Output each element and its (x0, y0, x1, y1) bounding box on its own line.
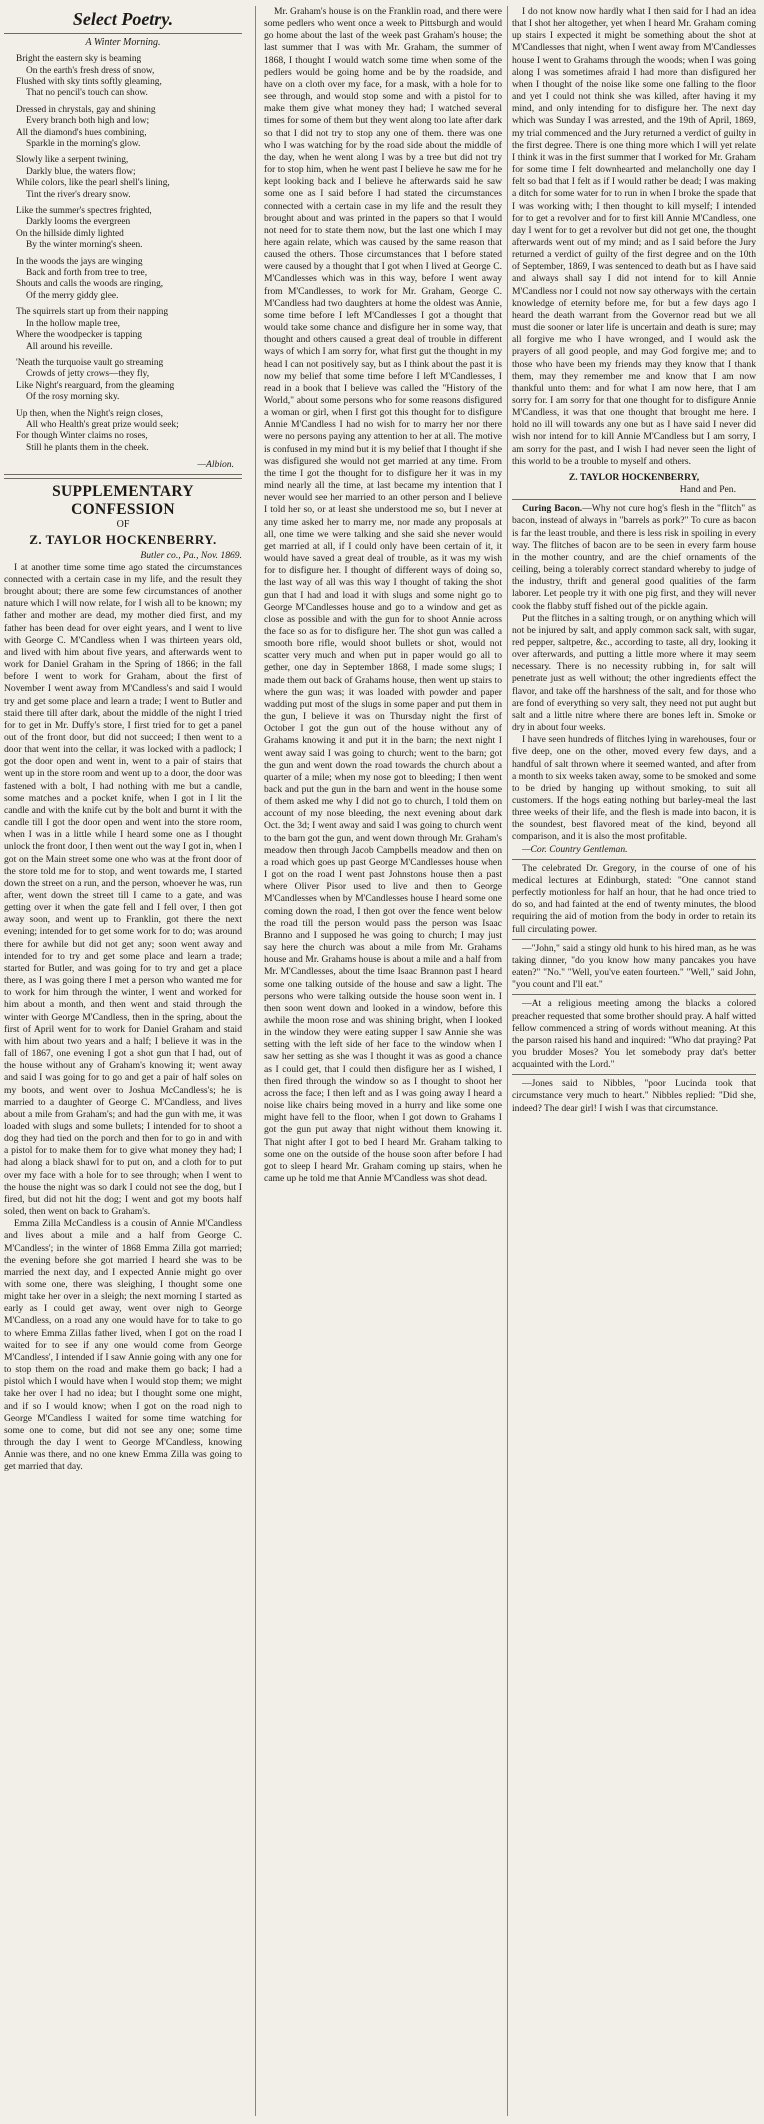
confession-title: SUPPLEMENTARY CONFESSION (52, 483, 194, 519)
bacon-paragraph: Put the flitches in a salting trough, or on anything which will not be injured by salt, and apply common sack salt, with sugar, red pepper, saltpetre, &c., according to taste, all dry, looking it over afterwards, and putting a little more where it may seem necessary. There is no necessity rubbing in, for salt will penetrate just as well without; the other ingredients effect the flavor, and take off the harshness of the salt, and for those who are fond of everything so very salt, they need not put aught but salt and a little nitre where there are bones left in. Smoke or dry in about four weeks. (512, 612, 756, 734)
poem-line: In the woods the jays are winging (16, 256, 143, 267)
divider (512, 939, 756, 940)
poem-title: A Winter Morning. (85, 37, 161, 48)
divider (4, 474, 242, 475)
poem-line: Crowds of jetty crows—they fly, (26, 369, 150, 380)
bacon-lead: Curing Bacon. (522, 503, 583, 515)
poem-stanza (16, 358, 242, 404)
column-rule (255, 6, 256, 2116)
divider (512, 499, 756, 500)
poem-line: By the winter morning's sheen. (26, 240, 143, 251)
poem-line: All around his reveille. (26, 341, 113, 352)
confession-paragraph: I at another time some time ago stated the circumstances connected with a certain case in my life, and the result they brought about; there are some few circumstances of another nature which I will now relate, for I wish all to be known; my father and mother are dead, my mother died first, and my father has been dead for over eight years, and I went to live with George C. M'Candless when I was thirteen years old, and lived with him about five years, and afterwards went to work for Daniel Graham in the Spring of 1866; in the fall before I went to work for Graham, about the first of November I went away from M'Candless's and said I would try and get some place and learn a trade; I went to Butler and staid there till after dark, about the middle of the night I tried for to get in Mr. Duffy's store, I first tried for to get a panel out of the front door, but did not succeed; I then went to a door that went into the cellar, it was locked with a padlock; I got the door open and went in, went to a pair of stairs that went up in the store room and went up to a door, the door was fastened with a bolt, I had nothing with me but a candle, some matches and a pocket knife, when I got in I lit the candle and with the knife cut by the bolt and burnt it with the candle till I got the door open and went into the store room, when I was in a little while I heard some one as I thought unlock the front door, I then went out the way I got in, when I got on the Main street some one who was at the front door of the store told me for to stop, and went towards me, I started down the street on a run, and the person, whoever he was, run after, went down the street till I came to a gate, and was getting over it when the gate fell and I fell over, I then got away soon, and went up to Franklin, got there the next evening; intended for to get some work for to do; was around there for awhile but did not get any; soon went away and intended for to try and get some place and learn a trade; started for Butler, and was going for to try and get a place there, as I was going there I met a person who wanted me for to work for him through the winter, I went and worked for him about a month, and then went and staid through the winter with George M'Candless, then in the spring, about the first of April went for to work for Daniel Graham and staid with him about two years and a half; I believe it was in the fall of 1867, one evening I got a shot gun that I had, out of the house without any of Graham's knowing it; went away and said I was going for to go and get a pair of half soles on my boots, and went over to Joshua McCandless's; he is married to a daughter of George C. M'Candless, and lives about a mile from Graham's; and had the gun with me, it was loaded with slugs and some bullets; I intended for to shoot a dog they had tied on the porch and then for to go in and with a pistol for to make them for to give what money they had; I had along a black shawl for to put on, and a cloth for to put over my face with a hole for to see through; when I went to the house the night was so dark I could not see the dog, but I fired, but did not hit the dog; I went and got my boots half soled, then went on back to Graham's. (4, 561, 242, 1218)
poem-line: Of the merry giddy glee. (26, 290, 119, 301)
confession-name: Z. TAYLOR HOCKENBERRY. (29, 532, 217, 548)
column-three (512, 6, 756, 2118)
poem-line: Bright the eastern sky is beaming (16, 54, 142, 65)
poem-line: Of the rosy morning sky. (26, 392, 120, 403)
confession-paragraph: I do not know now hardly what I then said for I had an idea that I shot her altogether, yet when I heard Mr. Graham coming up stairs I expected it might be something about the shot at M'Candlesses that night, when I went away from M'Candlesses house I went to Grahams through the woods; when I was going along I was sometimes afraid I had more than disfigured her when I thought of the noise like some one falling to the floor and yet I could not think she was killed, after having it my mind, and only intending for to disfigure her. The next day which was Sunday I was arrested, and the 19th of April, 1869, my trial commenced and the Jury returned a verdict of guilty in the first degree. There is one thing more which I will yet relate I think it was in the first summer that I worked for Mr. Graham for some time I felt downhearted and melancholly one day I felt so bad that I felt as if I would rather be dead; I was making a ditch for some water for to run in when I broke the spade that I was working with; I then thought to kill myself; I intended for to get a revolver and for to first kill Annie M'Candless, one day I went for to get a revolver but did not get one, the thought afterwards went out of my mind; and as I said before the Jury returned a verdict of guilty of the first degree and on the 10th of September, 1869, I was sentenced to death but as I have said and always shall say I did not intend for to kill Annie M'Candless nor I could not now say otherways with the certain knowledge of eternity before me, for but a few days ago I heard the death warrant from the Governor read but we all must die sooner or later life is uncertain and death is sure; may all forgive me who I have wronged, and I would ask the prayers of all good people, and may God forgive me; and to those who have been my friends may they know that I thank them, may they remember me and know that I am now thankful unto them: and for what I am now here, that I am sorry for. I am sorry for that one thought for to disfigure Annie M'Candless, it was that one thought that brought me here. I hold no ill will towards any one but as I have said I never did wish nor intend for to kill Annie M'Candless but I am sorry, I am sorry for the past, and I wish I had never seen the light of this world to be a trouble to myself and others. (512, 6, 756, 467)
poem-line: 'Neath the turquoise vault go streaming (16, 357, 164, 368)
column-one (4, 6, 242, 2118)
poem-line: In the hollow maple tree, (26, 318, 120, 329)
signature: Z. TAYLOR HOCKENBERRY, (568, 471, 700, 483)
confession-of: OF (116, 519, 130, 531)
bacon-article (512, 503, 756, 612)
divider (512, 859, 756, 860)
divider (512, 1074, 756, 1075)
poem-line: Tint the river's dreary snow. (26, 189, 131, 200)
column-two (264, 6, 502, 2118)
poem-line: Sparkle in the morning's glow. (26, 139, 141, 149)
confession-paragraph: Mr. Graham's house is on the Franklin road, and there were some pedlers who went once a week to Pittsburgh and would go home about the last of the week past Graham's house; the last summer that I was with Mr. Graham, the summer of 1868, I thought I would watch some time when some of the pedlers would be going home and be by the roadside, and have on a cloth over my face, for a mask, with a hole for to see through, and would stop some and with a pistol for to make them give what money they had; I watched several times for some of them but they went along too late after dark so that I did not try to stop any one of them. there was one who I was watching for by the road side about the middle of the day, when he went along I was by a tree but did not try for to stop him, when he went past I believe he saw me for he kept looking back and I believe he afterwards said he saw some one as I said before I had stated the circumstances connected with a certain case in my life and the result they brought about and was printed in the papers so that I would not need for to state them now, but the last one which I may here again relate, which was caused by the same reason that caused the others. Those circumstances that I before stated were caused by a thought that I got when I lived at George C. M'Candlesses which was in this way, before I went away from M'Candlesses, to work for Mr. Graham, George C. M'Candless had two daughters at home the oldest was Annie, some time before I left M'Candlesses I got a thought that would take some chance and disfigure her in some way, that thought and others caused a great deal of trouble in different ways of which I am sorry for, what first gut the thought in my head I can not positively say, but as I think about the past it is now my belief that some time before I left M'Candlesses, I read in a book that I believe was called the "History of the World," about some persons who for some reasons disfigured a woman or girl, when I first got this thought for to disfigure Annie M'Candless I had no wish for to marry her nor there were no persons paying any attention to her at all. The motive is confused in my mind but it is my belief that I thought if she was disfigured she would not get married at any time. From the time I got the thought for to disfigure her it was in my mind nearly all the time, at last became my intention that I never would see her married to an other person and I believe I told her so, or at least she understood me so, but I never at any time asked her to marry me, nor made any proposals at all, one time we were talking and she said she never would get married at all, if I could only have been certain of it, it would have saved a great deal of trouble, as it was my wish for to disfigure her. I thought of different ways of doing so, the last way of all was this way I thought of taking the shot gun that I had and load it with slugs and some night go to George M'Candlesses house and go to a window and get as close as possible and with the gun for to shoot Annie across the face so as for to disfigure her. The shot gun was called a smooth bore rifle, would shoot bullets or shot, would not scatter very much and when put in paper would go all to gether, one day in September 1868, I made some slugs; I made them out back of Grahams house, then went up stairs to where the gun was; it was loaded with powder and paper wadding put most of the slugs in some paper and put them in the gun, I believe it was on Thursday night the first of October I got the gun out of the house without any of Grahams knowing it and put it in the barn; the next night I went away said I was going to church; went to the barn; got the gun and went down the road towards the church about a quarter of a mile; when my nose got to bleeding; I then went back and put the gun in the barn and went in the house some of them asked me why I did not go to church, I told them on account of my nose bleeding, the next evening about dark Oct. the 3d; I went away and said I was going to church went to the barn got the gun, and went down through Mr. Graham's meadow then through Jacob Campbells meadow and then on a road which goes up past George M'Candlesses house when I got on the road I went past Johnstons house then a past where Oliver Pisor used to live and then to George M'Candlesses when by M'Candlesses house I heard some one coming down the road, I then got over the fence went below the road till the person would pass the person was Isaac Branno and I supposed he was going to church; I may just say here the church was about a mile from Mr. Grahams house and Mr. Grahams house is about a mile and a half from Mr. M'Candlesses, about the time Isaac Brannon past I heard some one talking outside of the house and saw a light. The persons who were talking outside the house soon went in. I then soon went down and looked in a window, before this awhile the moon rose and was shining bright, when I looked in the window they were eating supper I saw Annie she was setting with the left side of her face to the window when I saw her setting as she was I thought it was as good a chance as I could get, that I could then disfigure her as I wished, I then fired through the window so as I thought to shoot her across the face; I then left and as I was going away I heard a noise like chairs being moved in a hurry and like some one might have fell to the floor, when I got down to Grahams I got the gun put away that night without them knowing it. That night after I got to bed I heard Mr. Graham talking to some one on the outside of the house soon after before I had got to sleep I heard Mr. Graham coming up stairs, when he came up he told me that Annie M'Candless was shot dead. (264, 6, 502, 1184)
gregory-item: The celebrated Dr. Gregory, in the course of one of his medical lectures at Edinburgh, stated: "One cannot stand perfectly motionless for half an hour, that he had once tried to do so, and had fainted at the end of twenty minutes, the blood requiring the aid of motion from the body in order to retain its full circulating power. (512, 862, 756, 935)
divider (4, 478, 242, 479)
pancakes-item: —"John," said a stingy old hunk to his hired man, as he was taking dinner, "do you know how many pancakes you have eaten?" "No." "Well, you've eaten fourteen." "Well," said John, "you count and I'll eat." (512, 942, 756, 991)
poem-line: Slowly like a serpent twining, (16, 155, 129, 166)
signature-sub: Hand and Pen. (679, 484, 736, 496)
poem-line: Darkly looms the evergreen (26, 217, 131, 228)
poem-line: Still he plants them in the cheek. (26, 442, 149, 453)
poetry-heading: Select Poetry. (72, 9, 174, 29)
poem-line: Back and forth from tree to tree, (26, 268, 148, 279)
confession-paragraph: Emma Zilla McCandless is a cousin of Annie M'Candless and lives about a mile and a half from George C. M'Candless'; in the winter of 1868 Emma Zilla got married; the evening before she got married I heard she was to be married the next day, and I expected Annie might go over with some one, there was sleighing, I thought some one might take her over in a sleigh; the next morning I started as early as I could get away, went over nigh to George M'Candless, on a road any one would have for to take to go to where Emma Zillas father lived, when I got on the road I waited for to see if any one would come from George M'Candless', I intended if I saw Annie going with any one for to stop them on the road and make them go back; I had a pistol which I would have when I would stop them; we might take her over I had no idea; but I thought some one might, and if so I would know; when I got on the road nigh to George M'Candless I waited for some time watching for some one to come, but did not see any one; some time through the day I went to George M'Candless, knowing Annie was there, and no one knew Emma Zilla was going to get married that day. (4, 1218, 242, 1473)
divider (512, 994, 756, 995)
bacon-paragraph: I have seen hundreds of flitches lying in warehouses, four or five deep, one on the other, moved every few days, and a handful of salt thrown where it seemed wanted, and after from a month to six weeks taken away, some to be smoked and some to be dried by hanging up without smoking, to suit all customers. If the hogs eating nothing but barley-meal the last three weeks of their life, and the flesh is made into bacon, it is the soundest, best flavored meat of the kind, beyond all comparison, and it is also the most profitable. (512, 734, 756, 843)
poem-line: Dressed in chrystals, gay and shining (16, 104, 156, 115)
poem-line: All who Health's great prize would seek; (26, 419, 179, 430)
poem-line: Flushed with sky tints softly gleaming, (16, 76, 162, 87)
poem-body (4, 54, 242, 454)
poem-line: All the diamond's hues combining, (16, 127, 147, 138)
poem-line: While colors, like the pearl shell's lining, (16, 178, 170, 189)
meeting-item: —At a religious meeting among the blacks a colored preacher requested that some brother should pray. A half witted fellow commenced a string of words without meaning. At this the parson raised his hand and inquired: "Who dat praying? Pat you brudder Moses? You let somebody pray dat's better acquainted with the Lord." (512, 998, 756, 1071)
lucinda-item: —Jones said to Nibbles, "poor Lucinda took that circumstance very much to heart." Nibbles replied: "Did she, indeed? The dear girl! I wish I was that circumstance. (512, 1078, 756, 1114)
bacon-credit: —Cor. Country Gentleman. (522, 843, 628, 855)
divider (4, 33, 242, 34)
poem-stanza (16, 409, 242, 455)
dateline: Butler co., Pa., Nov. 1869. (140, 549, 242, 561)
poem-stanza (16, 155, 242, 201)
poem-line: The squirrels start up from their napping (16, 307, 169, 318)
poem-credit: —Albion. (197, 459, 234, 471)
poem-line: On the hillside dimly lighted (16, 228, 124, 239)
poem-line: Like the summer's spectres frighted, (16, 206, 152, 217)
poem-stanza (16, 307, 242, 353)
poem-line: Up then, when the Night's reign closes, (16, 408, 163, 419)
poem-line: On the earth's fresh dress of snow, (26, 65, 155, 76)
poem-line: Darkly blue, the waters flow; (26, 166, 136, 177)
poem-line: Shouts and calls the woods are ringing, (16, 279, 164, 290)
poem-line: Every branch both high and low; (26, 116, 150, 127)
poem-line: That no pencil's touch can show. (26, 88, 148, 99)
poem-line: Like Night's rearguard, from the gleaming (16, 380, 175, 391)
poem-stanza (16, 257, 242, 303)
poem-line: Where the woodpecker is tapping (16, 330, 142, 341)
poem-stanza (16, 206, 242, 252)
bacon-text: —Why not cure hog's flesh in the "flitch" as bacon, instead of always in "barrels as pork?" To cure as bacon is far the least trouble, and there is less risk in spoiling in every way. The flitches of bacon are to be seen in every farm house in the mother country, and are the chief ornaments of the ceiling, being a tolerably correct standard whereby to judge of the industry, thrift and general good qualities of the farm laborer. Let people try it with one pig first, and they will never cook the flabby stuff fished out of the pickle again. (512, 503, 756, 612)
poem-stanza (16, 105, 242, 151)
poem-stanza (16, 54, 242, 100)
column-rule (507, 6, 508, 2116)
poem-line: For though Winter claims no roses, (16, 431, 148, 442)
